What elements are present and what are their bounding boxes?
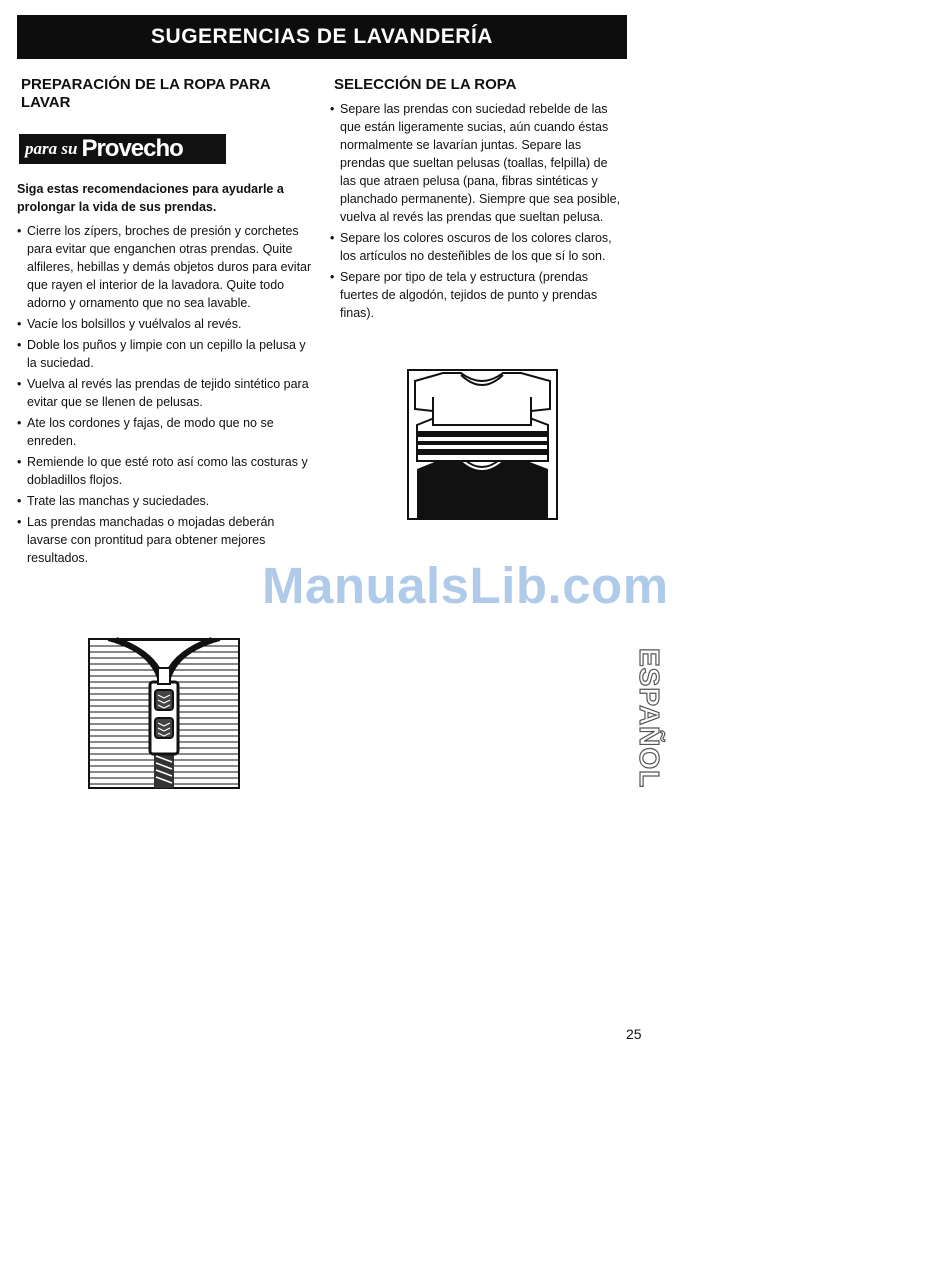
list-item: • Las prendas manchadas o mojadas deberán lavarse con prontitud para obtener mejores resultados.: [17, 513, 317, 567]
list-item: • Cierre los zípers, broches de presión y corchetes para evitar que enganchen otras prendas. Quite alfileres, hebillas y demás objetos duros para evitar que rayen el interior de la lavadora. Quite todo adorno y ornamento que no sea lavable.: [17, 222, 317, 312]
list-item: • Doble los puños y limpie con un cepillo la pelusa y la suciedad.: [17, 336, 317, 372]
list-item: • Separe los colores oscuros de los colores claros, los artículos no desteñibles de los que sí lo son.: [330, 229, 625, 265]
selection-list: [330, 100, 625, 322]
badge-prefix: para su: [21, 136, 81, 162]
stacked-shirts-illustration: [407, 369, 558, 520]
preparation-list: [17, 222, 317, 567]
badge-word: Provecho: [81, 136, 188, 162]
left-column: [17, 76, 317, 570]
page-number: 25: [626, 1026, 642, 1042]
zipper-illustration: [88, 638, 240, 789]
list-item: • Separe las prendas con suciedad rebelde de las que están ligeramente sucias, aún cuando éstas normalmente se lavarían juntas. Separe las prendas que sueltan pelusas (toallas, felpilla) de las que atraen pelusa (pana, fibras sintéticas y planchado permanente). Siempre que sea posible, vuelva al revés las prendas que sueltan pelusa.: [330, 100, 625, 226]
list-item: • Remiende lo que esté roto así como las costuras y dobladillos flojos.: [17, 453, 317, 489]
list-item: • Vuelva al revés las prendas de tejido sintético para evitar que se llenen de pelusas.: [17, 375, 317, 411]
list-item: • Trate las manchas y suciedades.: [17, 492, 317, 510]
watermark: ManualsLib.com: [262, 557, 669, 614]
list-item: • Ate los cordones y fajas, de modo que no se enreden.: [17, 414, 317, 450]
para-su-provecho-badge: [19, 134, 226, 164]
section-heading-preparation: PREPARACIÓN DE LA ROPA PARA LAVAR: [21, 76, 271, 111]
side-tab-label: ESPAÑOL: [634, 648, 665, 789]
section-heading-selection: SELECCIÓN DE LA ROPA: [334, 76, 517, 93]
list-item: • Separe por tipo de tela y estructura (prendas fuertes de algodón, tejidos de punto y prendas finas).: [330, 268, 625, 322]
list-item: • Vacíe los bolsillos y vuélvalos al revés.: [17, 315, 317, 333]
page-header: [17, 15, 627, 59]
lead-paragraph: Siga estas recomendaciones para ayudarle a prolongar la vida de sus prendas.: [17, 182, 284, 214]
page-title: SUGERENCIAS DE LAVANDERÍA: [151, 25, 493, 48]
right-column: [330, 76, 625, 325]
